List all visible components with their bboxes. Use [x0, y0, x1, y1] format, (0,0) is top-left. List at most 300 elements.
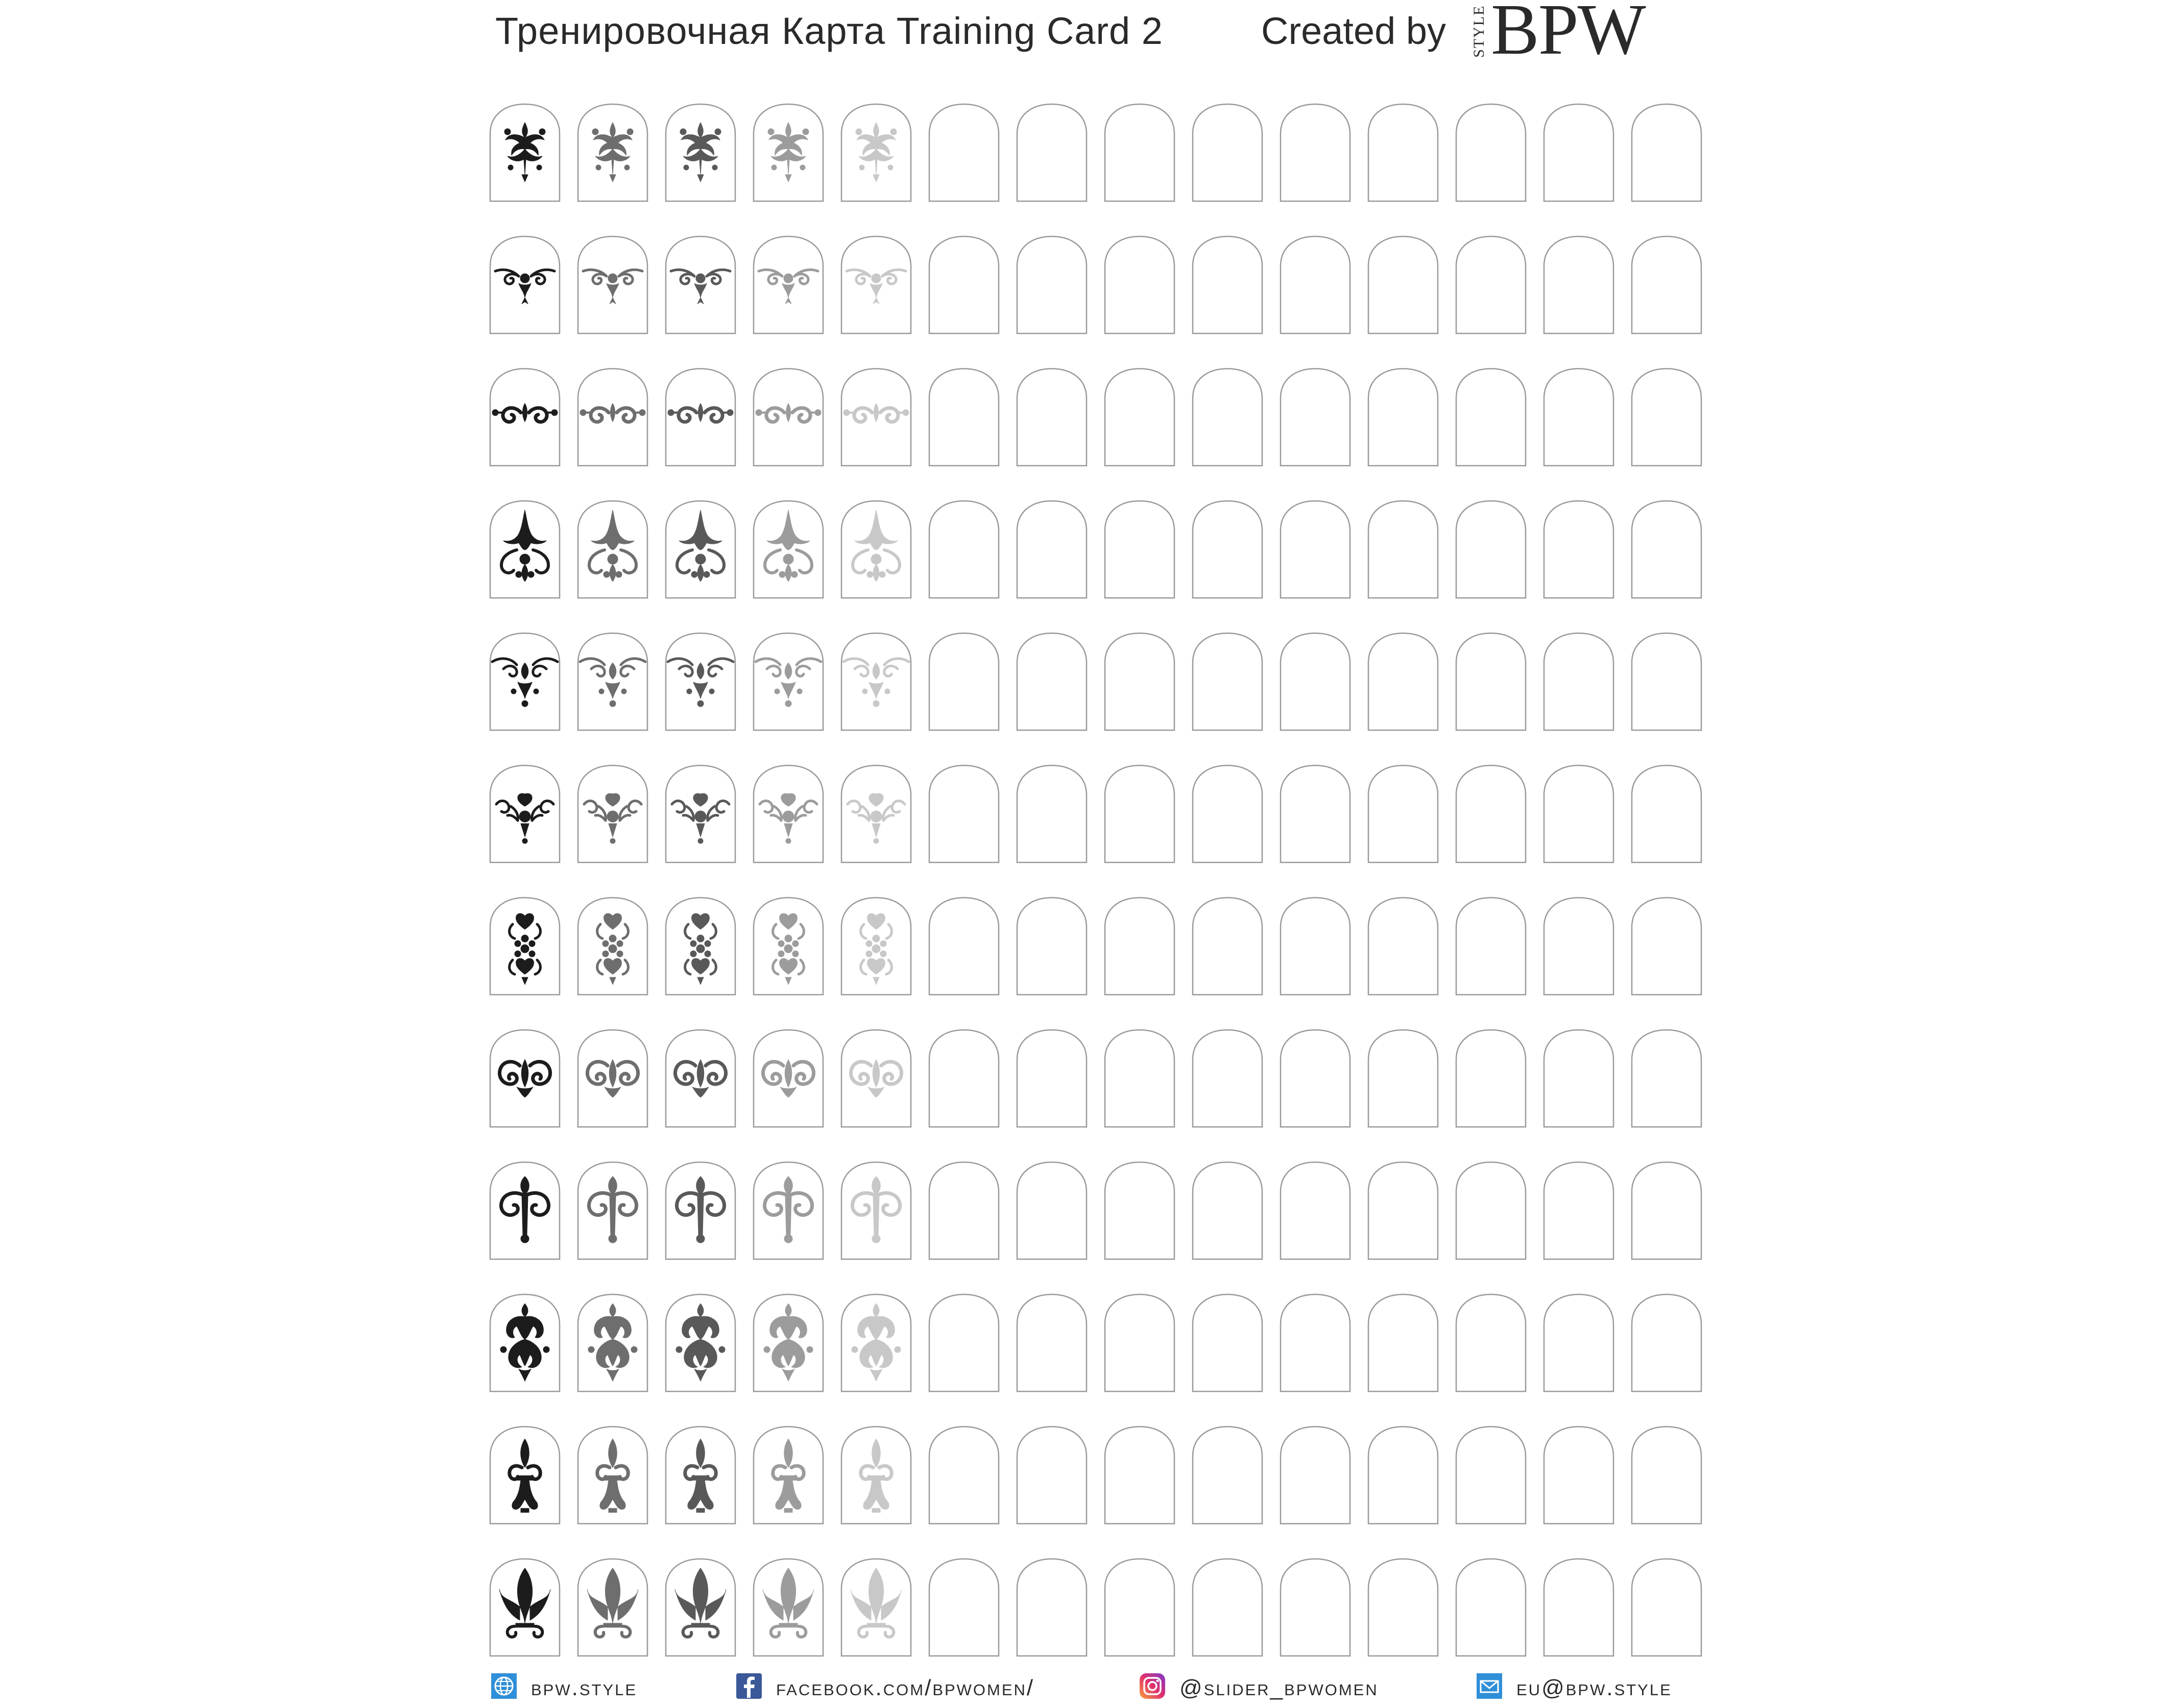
nail-outline — [1015, 631, 1089, 732]
nail-outline — [839, 631, 913, 732]
nail-outline — [1015, 763, 1089, 864]
nail-outline — [752, 763, 825, 864]
nail-template-blank — [1279, 367, 1352, 468]
nail-outline — [576, 234, 649, 335]
nail-outline — [664, 367, 737, 468]
nail-template-blank — [1630, 1425, 1703, 1526]
nail-template-blank — [1542, 1425, 1615, 1526]
nail-template-blank — [1015, 1160, 1089, 1261]
nail-template-filled — [488, 1557, 562, 1658]
nail-outline — [927, 631, 1001, 732]
nail-template-blank — [1542, 631, 1615, 732]
nail-outline — [1542, 1292, 1615, 1393]
nail-template-blank — [927, 1160, 1001, 1261]
nail-template-blank — [1015, 763, 1089, 864]
nail-outline — [488, 631, 562, 732]
nail-outline — [488, 1557, 562, 1658]
nail-outline — [839, 234, 913, 335]
nail-outline — [1630, 1292, 1703, 1393]
contact-instagram-text: @slider_bpwomen — [1179, 1675, 1379, 1700]
nail-template-blank — [1103, 1160, 1176, 1261]
nail-outline — [1630, 631, 1703, 732]
nail-template-filled — [488, 631, 562, 732]
page-footer — [490, 1672, 1716, 1708]
nail-outline — [1103, 1160, 1176, 1261]
nail-outline — [839, 896, 913, 997]
nail-template-blank — [1279, 631, 1352, 732]
nail-template-filled — [488, 1425, 562, 1526]
nail-outline — [1630, 1028, 1703, 1129]
nail-template-blank — [1015, 896, 1089, 997]
nail-outline — [1191, 1160, 1264, 1261]
nail-outline — [1279, 1028, 1352, 1129]
nail-template-blank — [927, 896, 1001, 997]
nail-template-filled — [576, 499, 649, 600]
nail-template-blank — [1191, 234, 1264, 335]
nail-outline — [1015, 1425, 1089, 1526]
nail-template-blank — [1015, 1292, 1089, 1393]
nail-outline — [576, 1028, 649, 1129]
nail-outline — [1279, 1425, 1352, 1526]
nail-outline — [1454, 1425, 1528, 1526]
nail-outline — [1454, 102, 1528, 203]
nail-template-filled — [576, 1028, 649, 1129]
nail-template-blank — [1015, 102, 1089, 203]
nail-template-blank — [1454, 1557, 1528, 1658]
logo-style-word: STYLE — [1470, 5, 1487, 58]
nail-template-blank — [1191, 102, 1264, 203]
nail-outline — [664, 763, 737, 864]
nail-outline — [752, 499, 825, 600]
nail-template-filled — [752, 1160, 825, 1261]
nail-outline — [1279, 234, 1352, 335]
nail-template-blank — [1015, 1028, 1089, 1129]
nail-training-grid — [488, 102, 1714, 1634]
nail-outline — [1366, 102, 1440, 203]
nail-template-filled — [664, 499, 737, 600]
nail-outline — [1103, 631, 1176, 732]
nail-template-filled — [839, 1160, 913, 1261]
nail-template-filled — [488, 1160, 562, 1261]
nail-outline — [664, 1292, 737, 1393]
nail-template-blank — [1279, 763, 1352, 864]
nail-outline — [1279, 1557, 1352, 1658]
nail-template-blank — [1103, 102, 1176, 203]
nail-outline — [1191, 1425, 1264, 1526]
nail-outline — [1366, 896, 1440, 997]
nail-template-blank — [927, 763, 1001, 864]
contact-website-text: bpw.style — [531, 1675, 638, 1700]
nail-template-blank — [1279, 1160, 1352, 1261]
nail-outline — [664, 1028, 737, 1129]
nail-outline — [1103, 234, 1176, 335]
nail-template-blank — [1191, 631, 1264, 732]
nail-outline — [1191, 896, 1264, 997]
nail-template-filled — [488, 102, 562, 203]
nail-outline — [1630, 367, 1703, 468]
nail-outline — [1630, 896, 1703, 997]
nail-template-blank — [927, 234, 1001, 335]
nail-outline — [1191, 234, 1264, 335]
nail-outline — [1542, 896, 1615, 997]
nail-outline — [927, 1028, 1001, 1129]
nail-outline — [1103, 367, 1176, 468]
nail-outline — [1191, 1557, 1264, 1658]
nail-outline — [664, 234, 737, 335]
created-by-label: Created by — [1261, 10, 1446, 52]
logo-mark: BPW — [1491, 0, 1645, 69]
nail-template-blank — [1279, 1028, 1352, 1129]
nail-template-filled — [576, 896, 649, 997]
nail-outline — [664, 896, 737, 997]
nail-outline — [488, 1028, 562, 1129]
nail-template-blank — [1191, 1425, 1264, 1526]
nail-outline — [1103, 1557, 1176, 1658]
nail-template-filled — [839, 499, 913, 600]
nail-outline — [752, 1160, 825, 1261]
nail-outline — [927, 1292, 1001, 1393]
nail-outline — [1191, 367, 1264, 468]
nail-outline — [1366, 499, 1440, 600]
nail-template-blank — [1454, 1292, 1528, 1393]
nail-template-blank — [1366, 1425, 1440, 1526]
nail-template-filled — [752, 1557, 825, 1658]
nail-outline — [664, 102, 737, 203]
nail-template-blank — [1454, 896, 1528, 997]
nail-template-blank — [1630, 896, 1703, 997]
nail-outline — [1454, 631, 1528, 732]
nail-template-filled — [752, 367, 825, 468]
nail-template-filled — [576, 1160, 649, 1261]
nail-outline — [1366, 763, 1440, 864]
nail-outline — [488, 896, 562, 997]
nail-template-filled — [752, 234, 825, 335]
nail-template-blank — [1015, 1425, 1089, 1526]
nail-template-blank — [1366, 367, 1440, 468]
nail-template-blank — [927, 367, 1001, 468]
nail-outline — [1366, 1557, 1440, 1658]
nail-outline — [1015, 234, 1089, 335]
nail-outline — [1103, 499, 1176, 600]
nail-template-blank — [1454, 1028, 1528, 1129]
nail-template-filled — [839, 234, 913, 335]
nail-template-blank — [1279, 234, 1352, 335]
nail-template-blank — [1542, 1557, 1615, 1658]
mail-icon — [1476, 1672, 1503, 1700]
nail-template-blank — [1454, 1160, 1528, 1261]
nail-template-blank — [1454, 631, 1528, 732]
nail-outline — [752, 1557, 825, 1658]
nail-outline — [1103, 102, 1176, 203]
nail-outline — [752, 367, 825, 468]
nail-outline — [1366, 631, 1440, 732]
nail-outline — [576, 102, 649, 203]
nail-template-blank — [1542, 367, 1615, 468]
nail-template-filled — [488, 1292, 562, 1393]
nail-template-filled — [664, 896, 737, 997]
nail-outline — [839, 499, 913, 600]
nail-template-blank — [1103, 499, 1176, 600]
nail-template-blank — [1103, 367, 1176, 468]
nail-outline — [1191, 763, 1264, 864]
nail-outline — [1542, 631, 1615, 732]
nail-template-blank — [1366, 1557, 1440, 1658]
nail-template-filled — [488, 896, 562, 997]
nail-template-filled — [664, 763, 737, 864]
nail-outline — [927, 1160, 1001, 1261]
nail-template-filled — [664, 631, 737, 732]
nail-outline — [488, 1425, 562, 1526]
nail-template-blank — [1366, 1160, 1440, 1261]
nail-outline — [1191, 1292, 1264, 1393]
nail-outline — [1542, 763, 1615, 864]
nail-outline — [927, 1557, 1001, 1658]
globe-icon — [490, 1672, 518, 1700]
nail-template-blank — [1103, 1028, 1176, 1129]
nail-template-blank — [1103, 763, 1176, 864]
nail-outline — [576, 1160, 649, 1261]
nail-outline — [1103, 1425, 1176, 1526]
nail-template-filled — [839, 1557, 913, 1658]
page-header — [490, 0, 1716, 69]
nail-outline — [664, 631, 737, 732]
nail-outline — [488, 763, 562, 864]
nail-template-blank — [1191, 1557, 1264, 1658]
nail-template-blank — [1366, 763, 1440, 864]
nail-outline — [1015, 1028, 1089, 1129]
nail-outline — [1015, 367, 1089, 468]
nail-template-filled — [752, 631, 825, 732]
nail-outline — [488, 1160, 562, 1261]
nail-template-blank — [1366, 234, 1440, 335]
nail-outline — [576, 896, 649, 997]
nail-outline — [1542, 1160, 1615, 1261]
bpw-logo — [1470, 0, 1665, 69]
nail-template-filled — [576, 1425, 649, 1526]
nail-template-filled — [576, 102, 649, 203]
nail-template-blank — [1542, 102, 1615, 203]
nail-template-filled — [488, 763, 562, 864]
nail-template-blank — [1191, 367, 1264, 468]
nail-outline — [1454, 234, 1528, 335]
nail-outline — [1630, 499, 1703, 600]
nail-template-blank — [1103, 1292, 1176, 1393]
nail-outline — [1454, 1292, 1528, 1393]
nail-outline — [1366, 1028, 1440, 1129]
nail-outline — [1366, 1292, 1440, 1393]
nail-template-blank — [927, 1028, 1001, 1129]
nail-template-filled — [488, 499, 562, 600]
nail-template-blank — [1542, 896, 1615, 997]
nail-outline — [839, 367, 913, 468]
nail-outline — [927, 102, 1001, 203]
nail-template-filled — [752, 102, 825, 203]
nail-template-blank — [1279, 896, 1352, 997]
nail-template-blank — [1630, 102, 1703, 203]
nail-outline — [664, 1160, 737, 1261]
nail-template-blank — [927, 631, 1001, 732]
nail-template-blank — [1366, 1292, 1440, 1393]
nail-template-filled — [488, 367, 562, 468]
nail-outline — [1542, 102, 1615, 203]
nail-outline — [1103, 896, 1176, 997]
facebook-icon — [735, 1672, 763, 1700]
nail-outline — [1279, 631, 1352, 732]
nail-template-filled — [664, 1292, 737, 1393]
nail-outline — [488, 499, 562, 600]
nail-outline — [752, 1028, 825, 1129]
nail-outline — [927, 499, 1001, 600]
nail-outline — [576, 1557, 649, 1658]
nail-outline — [1454, 763, 1528, 864]
nail-outline — [488, 367, 562, 468]
nail-template-filled — [839, 763, 913, 864]
nail-template-blank — [1630, 1557, 1703, 1658]
nail-outline — [576, 367, 649, 468]
nail-template-blank — [1366, 896, 1440, 997]
nail-template-blank — [1366, 631, 1440, 732]
nail-template-blank — [1454, 102, 1528, 203]
nail-template-blank — [1542, 234, 1615, 335]
nail-template-filled — [576, 1557, 649, 1658]
nail-template-blank — [1103, 896, 1176, 997]
contact-email-text: eu@bpw.style — [1516, 1675, 1672, 1700]
nail-outline — [752, 234, 825, 335]
nail-outline — [1015, 499, 1089, 600]
nail-outline — [1191, 1028, 1264, 1129]
nail-template-blank — [1542, 1160, 1615, 1261]
nail-outline — [1366, 367, 1440, 468]
nail-outline — [488, 234, 562, 335]
nail-outline — [1103, 1292, 1176, 1393]
nail-template-blank — [1015, 1557, 1089, 1658]
nail-template-blank — [1191, 499, 1264, 600]
nail-template-filled — [664, 234, 737, 335]
nail-outline — [1015, 1292, 1089, 1393]
nail-template-blank — [1015, 499, 1089, 600]
nail-outline — [1454, 896, 1528, 997]
nail-template-filled — [752, 1425, 825, 1526]
nail-outline — [752, 1425, 825, 1526]
nail-template-filled — [839, 896, 913, 997]
nail-outline — [576, 1292, 649, 1393]
nail-template-filled — [664, 102, 737, 203]
nail-template-filled — [664, 1425, 737, 1526]
nail-template-blank — [927, 1557, 1001, 1658]
nail-outline — [1279, 499, 1352, 600]
nail-outline — [1015, 896, 1089, 997]
nail-outline — [1454, 1557, 1528, 1658]
nail-template-filled — [839, 1425, 913, 1526]
nail-outline — [1279, 1292, 1352, 1393]
nail-outline — [1279, 102, 1352, 203]
nail-template-filled — [664, 1028, 737, 1129]
nail-template-filled — [839, 102, 913, 203]
nail-outline — [927, 234, 1001, 335]
nail-outline — [1630, 763, 1703, 864]
nail-template-blank — [1279, 1292, 1352, 1393]
nail-outline — [1630, 234, 1703, 335]
nail-outline — [1015, 1160, 1089, 1261]
nail-outline — [1366, 1160, 1440, 1261]
nail-template-blank — [1103, 1557, 1176, 1658]
nail-outline — [839, 1028, 913, 1129]
nail-template-blank — [1630, 234, 1703, 335]
nail-template-blank — [1630, 1292, 1703, 1393]
nail-template-blank — [1366, 1028, 1440, 1129]
nail-template-blank — [1191, 1028, 1264, 1129]
nail-outline — [1630, 1160, 1703, 1261]
nail-outline — [752, 631, 825, 732]
nail-template-filled — [839, 367, 913, 468]
nail-outline — [488, 1292, 562, 1393]
nail-template-blank — [1454, 499, 1528, 600]
nail-template-blank — [1103, 234, 1176, 335]
nail-template-blank — [1454, 763, 1528, 864]
nail-template-blank — [1630, 1160, 1703, 1261]
nail-outline — [1366, 1425, 1440, 1526]
nail-outline — [839, 1160, 913, 1261]
nail-template-blank — [1542, 1292, 1615, 1393]
nail-template-blank — [1103, 1425, 1176, 1526]
nail-template-filled — [664, 367, 737, 468]
nail-outline — [1630, 1557, 1703, 1658]
nail-outline — [927, 1425, 1001, 1526]
nail-outline — [839, 1557, 913, 1658]
nail-template-filled — [752, 499, 825, 600]
nail-outline — [1542, 1028, 1615, 1129]
nail-template-blank — [1279, 102, 1352, 203]
nail-outline — [1191, 631, 1264, 732]
nail-template-blank — [1454, 234, 1528, 335]
nail-template-blank — [1542, 763, 1615, 864]
nail-template-blank — [1366, 499, 1440, 600]
nail-template-blank — [1542, 1028, 1615, 1129]
nail-template-blank — [1542, 499, 1615, 600]
nail-outline — [1542, 499, 1615, 600]
nail-template-blank — [927, 1425, 1001, 1526]
nail-outline — [839, 763, 913, 864]
nail-outline — [1279, 763, 1352, 864]
nail-template-filled — [576, 631, 649, 732]
nail-template-blank — [1191, 1292, 1264, 1393]
nail-outline — [752, 102, 825, 203]
nail-outline — [1542, 1557, 1615, 1658]
nail-template-blank — [1630, 499, 1703, 600]
nail-template-blank — [1630, 367, 1703, 468]
nail-outline — [576, 1425, 649, 1526]
nail-outline — [1454, 1160, 1528, 1261]
nail-outline — [839, 102, 913, 203]
nail-outline — [1630, 102, 1703, 203]
nail-template-filled — [576, 763, 649, 864]
nail-template-filled — [752, 1292, 825, 1393]
nail-outline — [576, 499, 649, 600]
nail-outline — [839, 1425, 913, 1526]
nail-template-filled — [664, 1160, 737, 1261]
nail-outline — [1103, 763, 1176, 864]
nail-template-blank — [1454, 1425, 1528, 1526]
nail-template-filled — [752, 1028, 825, 1129]
nail-template-filled — [839, 1028, 913, 1129]
nail-outline — [1015, 102, 1089, 203]
nail-template-filled — [488, 234, 562, 335]
nail-template-blank — [1366, 102, 1440, 203]
nail-outline — [927, 367, 1001, 468]
nail-outline — [664, 1557, 737, 1658]
nail-outline — [576, 763, 649, 864]
nail-template-filled — [839, 631, 913, 732]
